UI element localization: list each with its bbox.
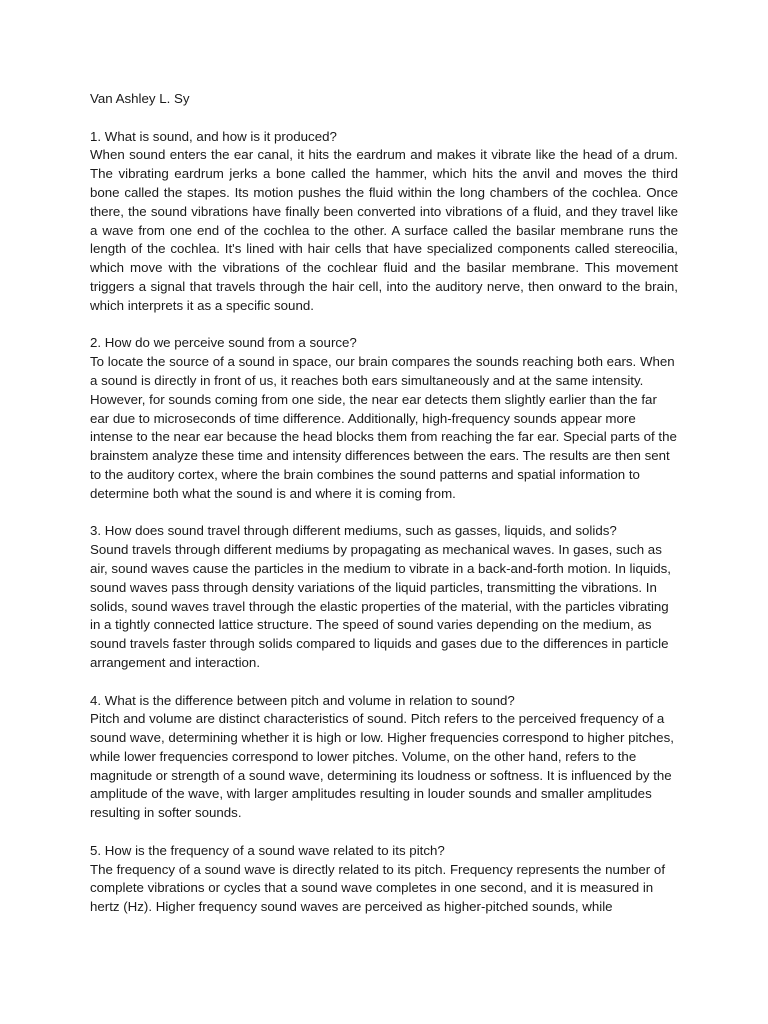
qa-section-4	[90, 692, 678, 824]
author-name: Van Ashley L. Sy	[90, 91, 190, 106]
question-4: 4. What is the difference between pitch and volume in relation to sound?	[90, 692, 515, 708]
answer-3: Sound travels through different mediums by propagating as mechanical waves. In gases, such as air, sound waves cause the particles in the medium to vibrate in a back-and-forth motion. In liquids, sound waves pass through density variations of the liquid particles, transmitting the vibrations. In solids, sound waves travel through the elastic properties of the material, with the particles vibrating in a tightly connected lattice structure. The speed of sound varies depending on the medium, as sound travels faster through solids compared to liquids and gases due to the differences in particle arrangement and interaction.	[90, 542, 671, 670]
question-3: 3. How does sound travel through different mediums, such as gasses, liquids, and solids?	[90, 523, 617, 539]
question-1: 1. What is sound, and how is it produced?	[90, 128, 337, 144]
qa-section-3	[90, 522, 678, 672]
qa-section-2	[90, 334, 678, 503]
qa-section-1	[90, 128, 678, 316]
answer-2: To locate the source of a sound in space, our brain compares the sounds reaching both ears. When a sound is directly in front of us, it reaches both ears simultaneously and at the same intensity. However, for sounds coming from one side, the near ear detects them slightly earlier than the far ear due to microseconds of time difference. Additionally, high-frequency sounds appear more intense to the near ear because the head blocks them from reaching the far ear. Special parts of the brainstem analyze these time and intensity differences between the ears. The results are then sent to the auditory cortex, where the brain combines the sound patterns and spatial information to determine both what the sound is and where it is coming from.	[90, 354, 677, 501]
answer-5: The frequency of a sound wave is directly related to its pitch. Frequency represents the number of complete vibrations or cycles that a sound wave completes in one second, and it is measured in hertz (Hz). Higher frequency sound waves are perceived as higher-pitched sounds, while	[90, 861, 666, 915]
document-page	[90, 90, 678, 936]
answer-1: When sound enters the ear canal, it hits the eardrum and makes it vibrate like the head of a drum. The vibrating eardrum jerks a bone called the hammer, which hits the anvil and moves the third bone called the stapes. Its motion pushes the fluid within the long chambers of the cochlea. Once there, the sound vibrations have finally been converted into vibrations of a fluid, and they travel like a wave from one end of the cochlea to the other. A surface called the basilar membrane runs the length of the cochlea. It's lined with hair cells that have specialized components called stereocilia, which move with the vibrations of the cochlear fluid and the basilar membrane. This movement triggers a signal that travels through the hair cell, into the auditory nerve, then onward to the brain, which interprets it as a specific sound.	[90, 147, 678, 313]
qa-section-5	[90, 842, 678, 917]
question-5: 5. How is the frequency of a sound wave related to its pitch?	[90, 842, 445, 858]
question-2: 2. How do we perceive sound from a source?	[90, 335, 357, 351]
answer-4: Pitch and volume are distinct characteristics of sound. Pitch refers to the perceived frequency of a sound wave, determining whether it is high or low. Higher frequencies correspond to higher pitches, while lower frequencies correspond to lower pitches. Volume, on the other hand, refers to the magnitude or strength of a sound wave, determining its loudness or softness. It is influenced by the amplitude of the wave, with larger amplitudes resulting in louder sounds and smaller amplitudes resulting in softer sounds.	[90, 711, 674, 821]
